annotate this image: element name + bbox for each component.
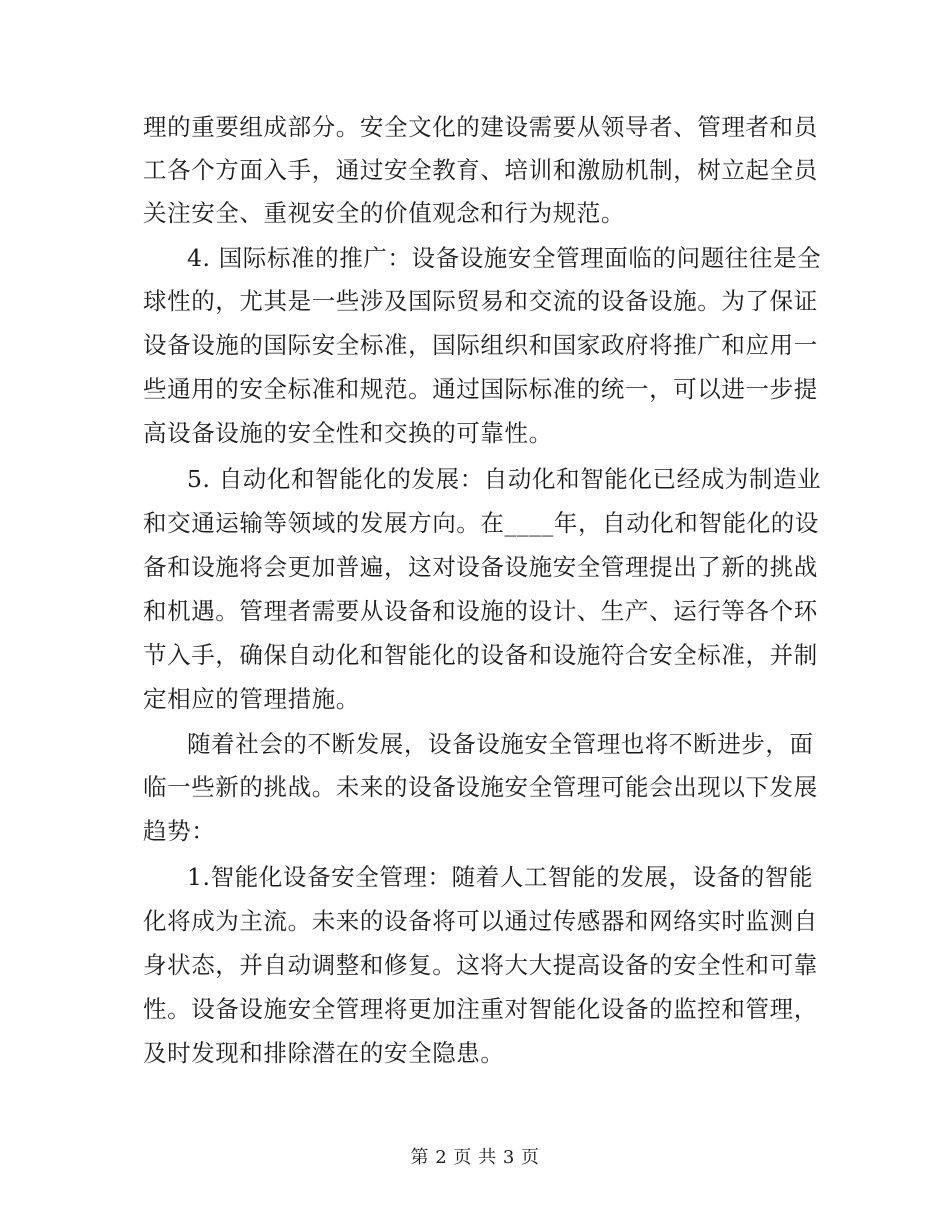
body-text-line: 及时发现和排除潜在的安全隐患。 [143,1039,505,1067]
body-text-line: 些通用的安全标准和规范。通过国际标准的统一，可以进一步提 [143,375,818,403]
body-text-line: 节入手，确保自动化和智能化的设备和设施符合安全标准，并制 [143,641,818,669]
body-text-line: 和交通运输等领域的发展方向。在____年，自动化和智能化的设 [143,509,819,537]
list-item-heading-line: 1.智能化设备安全管理：随着人工智能的发展，设备的智能 [187,863,814,891]
paragraph-start-line: 随着社会的不断发展，设备设施安全管理也将不断进步，面 [187,730,814,758]
page-number-footer: 第 2 页 共 3 页 [410,1147,540,1168]
body-text-line: 工各个方面入手，通过安全教育、培训和激励机制，树立起全员 [143,156,818,184]
list-item-heading-line: 5. 自动化和智能化的发展：自动化和智能化已经成为制造业 [187,465,822,493]
body-text-line: 高设备设施的安全性和交换的可靠性。 [143,419,553,447]
body-text-line: 关注安全、重视安全的价值观念和行为规范。 [143,199,625,227]
body-text-line: 化将成为主流。未来的设备将可以通过传感器和网络实时监测自 [143,907,818,935]
body-text-line: 备和设施将会更加普遍，这对设备设施安全管理提出了新的挑战 [143,553,818,581]
body-text-line: 球性的，尤其是一些涉及国际贸易和交流的设备设施。为了保证 [143,287,818,315]
body-text-line: 理的重要组成部分。安全文化的建设需要从领导者、管理者和员 [143,113,818,141]
body-text-line: 临一些新的挑战。未来的设备设施安全管理可能会出现以下发展 [143,773,818,801]
body-text-line: 和机遇。管理者需要从设备和设施的设计、生产、运行等各个环 [143,597,818,625]
body-text-line: 身状态，并自动调整和修复。这将大大提高设备的安全性和可靠 [143,951,818,979]
body-text-line: 性。设备设施安全管理将更加注重对智能化设备的监控和管理， [143,995,818,1023]
body-text-line: 趋势： [143,817,216,845]
list-item-heading-line: 4. 国际标准的推广：设备设施安全管理面临的问题往往是全 [187,244,822,272]
body-text-line: 设备设施的国际安全标准，国际组织和国家政府将推广和应用一 [143,331,818,359]
body-text-line: 定相应的管理措施。 [143,685,360,713]
